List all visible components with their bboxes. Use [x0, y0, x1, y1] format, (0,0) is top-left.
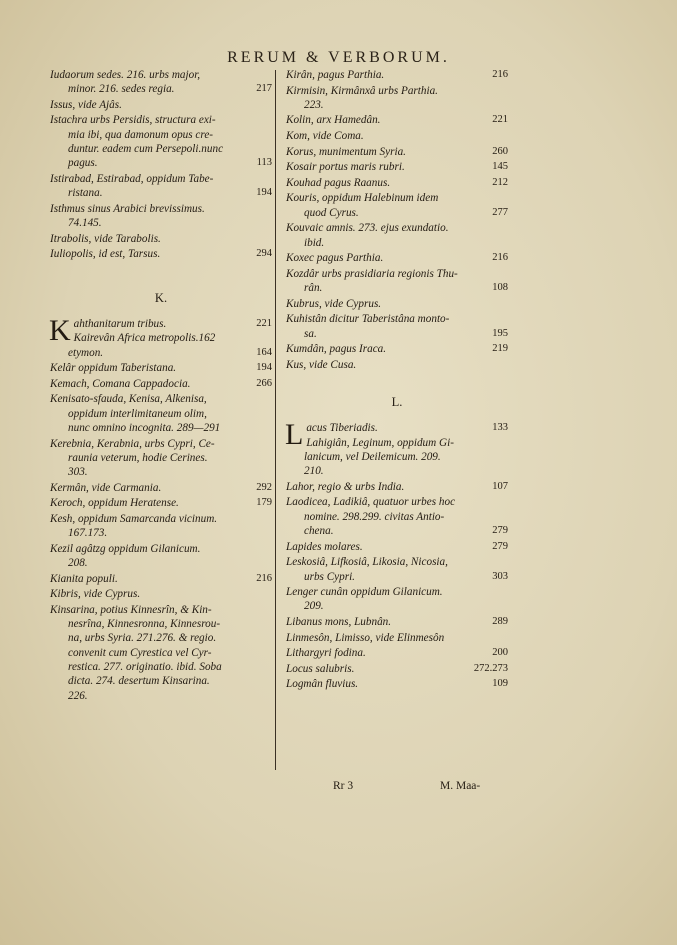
entry-text: raunia veterum, hodie Cerines. — [68, 451, 208, 464]
page-number: 164 — [256, 346, 272, 358]
entry-text: Kerebnia, Kerabnia, urbs Cypri, Ce- — [50, 437, 215, 450]
entry-text: Istachra urbs Persidis, structura exi- — [50, 114, 216, 127]
entry-text: Kuhistân dicitur Taberistâna monto- — [286, 313, 450, 326]
entry-line — [286, 68, 508, 82]
entry-text: Kirân, pagus Parthia. — [286, 69, 385, 81]
entry-line — [286, 599, 508, 613]
entry-line — [286, 129, 508, 143]
page-number: 216 — [256, 572, 272, 584]
entry-text: 223. — [304, 98, 324, 111]
index-entry — [50, 496, 272, 510]
entry-line — [50, 451, 272, 465]
entry-line — [286, 646, 508, 660]
page-number: 217 — [256, 83, 272, 95]
entry-line — [286, 358, 508, 372]
page-number: 279 — [492, 540, 508, 552]
entry-line — [286, 555, 508, 569]
index-entry — [286, 267, 508, 296]
entry-line — [50, 186, 272, 200]
entry-text: 210. — [304, 465, 324, 478]
entry-line — [286, 297, 508, 311]
index-entry — [285, 418, 508, 478]
letter-heading-k: K. — [154, 290, 168, 305]
entry-line — [50, 603, 272, 617]
index-entry — [286, 129, 508, 143]
entry-text: Lenger cunân oppidum Gilanicum. — [286, 586, 443, 599]
entry-text: Kezil agâtzg oppidum Gilanicum. — [50, 542, 201, 555]
entry-line — [50, 156, 272, 170]
index-entry — [50, 512, 272, 541]
entry-line — [286, 677, 508, 691]
entry-line — [50, 689, 272, 703]
page-number: 266 — [256, 377, 272, 389]
index-entry — [286, 176, 508, 190]
entry-line — [286, 84, 508, 98]
index-entry — [50, 202, 272, 231]
entry-text: rân. — [304, 282, 323, 295]
page-number: 277 — [492, 206, 508, 218]
entry-text: ibid. — [304, 236, 325, 249]
entry-text: nesrîna, Kinnesronna, Kinnesrou- — [68, 618, 221, 631]
entry-text: Kus, vide Cusa. — [286, 358, 357, 371]
page-number: 216 — [492, 252, 508, 264]
entry-line — [286, 495, 508, 509]
entry-line — [50, 142, 272, 156]
entry-text: restica. 277. originatio. ibid. Soba — [68, 661, 222, 674]
entry-line — [50, 68, 272, 82]
page-number: 279 — [492, 525, 508, 537]
page-number: 195 — [492, 327, 508, 339]
index-entry — [49, 313, 272, 360]
page-number: 133 — [492, 422, 508, 434]
entry-line — [50, 98, 272, 112]
entry-line — [286, 662, 508, 676]
page-number: 194 — [256, 187, 272, 199]
page-number: 260 — [492, 145, 508, 157]
page-number: 145 — [492, 161, 508, 173]
entry-text: nomine. 298.299. civitas Antio- — [304, 510, 445, 523]
index-entry — [286, 631, 508, 645]
entry-text: Libanus mons, Lubnân. — [286, 616, 392, 629]
page-number: 221 — [256, 317, 272, 329]
page-header: RERUM & VERBORUM. — [227, 49, 450, 66]
entry-line — [50, 361, 272, 375]
entry-text: convenit cum Cyrestica vel Cyr- — [68, 646, 212, 659]
index-entry — [286, 145, 508, 159]
entry-line — [50, 542, 272, 556]
entry-text: Kosair portus maris rubri. — [286, 161, 405, 174]
entry-line — [286, 176, 508, 190]
index-entry — [286, 221, 508, 250]
drop-cap: L — [285, 418, 304, 452]
page-number: 292 — [256, 481, 272, 493]
entry-text: Kermân, vide Carmania. — [50, 481, 162, 494]
index-entry — [50, 542, 272, 571]
entry-line — [50, 232, 272, 246]
index-entry — [50, 98, 272, 112]
index-entry — [286, 646, 508, 660]
entry-text: Kinsarina, potius Kinnesrîn, & Kin- — [50, 603, 212, 616]
entry-text: Kianita populi. — [50, 572, 118, 585]
entry-text: Laodicea, Ladikiâ, quatuor urbes hoc — [286, 496, 456, 509]
page-number: 194 — [256, 362, 272, 374]
entry-text: 209. — [304, 600, 324, 613]
entry-line — [286, 631, 508, 645]
entry-text: na, urbs Syria. 271.276. & regio. — [68, 632, 217, 645]
page-number: 294 — [256, 248, 272, 260]
entry-text: Kairevân Africa metropolis.162 — [73, 332, 216, 345]
entry-line — [286, 615, 508, 629]
entry-line — [286, 145, 508, 159]
entry-line — [286, 191, 508, 205]
index-entry — [50, 172, 272, 201]
page-number: 303 — [492, 570, 508, 582]
entry-text: Isthmus sinus Arabici brevissimus. — [50, 202, 205, 215]
entry-text: 167.173. — [68, 527, 108, 540]
entry-line — [286, 312, 508, 326]
entry-line — [286, 450, 508, 464]
entry-line — [50, 113, 272, 127]
entry-text: Istirabad, Estirabad, oppidum Tabe- — [50, 172, 214, 185]
section-gap — [50, 263, 272, 279]
page-number: 179 — [256, 497, 272, 509]
index-entry — [286, 585, 508, 614]
entry-text: etymon. — [68, 346, 104, 359]
page-number: 108 — [492, 282, 508, 294]
entry-line — [50, 331, 272, 345]
index-entry — [286, 358, 508, 372]
index-entry — [286, 312, 508, 341]
index-entry — [286, 615, 508, 629]
page-number: 212 — [492, 176, 508, 188]
right-column — [286, 68, 508, 693]
entry-text: Kubrus, vide Cyprus. — [286, 297, 382, 310]
entry-line — [286, 113, 508, 127]
entry-text: Kenisato-sfauda, Kenisa, Alkenisa, — [50, 393, 207, 406]
entry-line — [50, 496, 272, 510]
entry-text: Kom, vide Coma. — [286, 130, 364, 143]
entry-line — [50, 172, 272, 186]
index-entry — [286, 540, 508, 554]
entry-text: ristana. — [68, 187, 103, 200]
entry-text: Kirmisin, Kirmânxâ urbs Parthia. — [286, 84, 438, 97]
entry-text: Lahigiân, Leginum, oppidum Gi- — [306, 436, 454, 449]
entry-line — [50, 660, 272, 674]
entry-line — [50, 377, 272, 391]
entry-line — [50, 465, 272, 479]
column-divider — [275, 70, 276, 770]
entry-text: ahthanitarum tribus. — [73, 317, 167, 330]
entry-text: Itrabolis, vide Tarabolis. — [50, 232, 161, 245]
entry-line — [50, 587, 272, 601]
index-entry — [286, 662, 508, 676]
entry-text: Logmân fluvius. — [286, 678, 359, 691]
entry-text: urbs Cypri. — [304, 570, 355, 583]
index-entry — [50, 361, 272, 375]
entry-line — [286, 327, 508, 341]
entry-line — [50, 407, 272, 421]
entry-text: dicta. 274. desertum Kinsarina. — [68, 675, 210, 688]
entry-text: Korus, munimentum Syria. — [286, 145, 406, 158]
entry-line — [50, 526, 272, 540]
entry-line — [286, 236, 508, 250]
entry-line — [286, 510, 508, 524]
entry-line — [50, 481, 272, 495]
entry-text: Kouhad pagus Raanus. — [286, 176, 391, 189]
entry-text: 303. — [68, 466, 88, 479]
page-number: 200 — [492, 647, 508, 659]
page-number: 221 — [492, 114, 508, 126]
entry-text: 74.145. — [68, 217, 102, 230]
page-number: 219 — [492, 343, 508, 355]
index-entry — [286, 113, 508, 127]
entry-text: Koxec pagus Parthia. — [286, 252, 384, 265]
index-entry — [286, 677, 508, 691]
entry-text: Kemach, Comana Cappadocia. — [50, 377, 191, 390]
entry-text: mia ibi, qua damonum opus cre- — [68, 128, 214, 141]
entry-line — [50, 421, 272, 435]
entry-line — [50, 556, 272, 570]
entry-text: quod Cyrus. — [304, 206, 359, 219]
index-entry — [50, 481, 272, 495]
index-entry — [286, 68, 508, 82]
entry-line — [50, 216, 272, 230]
index-entry — [286, 160, 508, 174]
index-entry — [286, 297, 508, 311]
index-entry — [286, 251, 508, 265]
entry-line — [50, 674, 272, 688]
index-entry — [286, 480, 508, 494]
entry-line — [50, 247, 272, 261]
entry-line — [50, 512, 272, 526]
entry-text: Locus salubris. — [286, 662, 355, 675]
entry-text: Kouvaic amnis. 273. ejus exundatio. — [286, 222, 449, 235]
entry-line — [50, 392, 272, 406]
page-number: 272.273 — [473, 662, 508, 674]
entry-line — [50, 617, 272, 631]
page-number: 216 — [492, 69, 508, 80]
entry-text: Kelâr oppidum Taberistana. — [50, 362, 177, 375]
entry-line — [286, 480, 508, 494]
entry-line — [286, 98, 508, 112]
index-entry — [50, 68, 272, 97]
index-entry — [286, 191, 508, 220]
index-entry — [50, 113, 272, 170]
entry-text: Issus, vide Ajâs. — [50, 98, 122, 111]
entry-text: 226. — [68, 689, 88, 702]
entry-text: Kozdâr urbs prasidiaria regionis Thu- — [286, 267, 458, 280]
entry-line — [50, 317, 272, 331]
entry-line — [50, 437, 272, 451]
entry-line — [286, 570, 508, 584]
page-number: 107 — [492, 480, 508, 492]
entry-line — [286, 436, 508, 450]
index-entry — [50, 377, 272, 391]
entry-text: Kolin, arx Hamedân. — [286, 114, 381, 127]
entry-line — [50, 646, 272, 660]
left-column — [50, 68, 272, 704]
entry-text: acus Tiberiadis. — [306, 422, 378, 435]
entry-text: Iuliopolis, id est, Tarsus. — [50, 248, 161, 261]
entry-text: Keroch, oppidum Heratense. — [50, 497, 179, 510]
entry-text: Kouris, oppidum Halebinum idem — [286, 192, 439, 205]
drop-cap: K — [49, 313, 71, 347]
entry-text: sa. — [304, 327, 317, 340]
entry-line — [286, 267, 508, 281]
entry-line — [286, 585, 508, 599]
index-entry — [286, 555, 508, 584]
entry-line — [50, 631, 272, 645]
entry-text: Iudaorum sedes. 216. urbs major, — [50, 69, 201, 81]
page-number: 113 — [256, 157, 272, 169]
entry-line — [286, 464, 508, 478]
index-entry — [50, 247, 272, 261]
index-entry — [50, 232, 272, 246]
entry-line — [286, 540, 508, 554]
entry-line — [286, 251, 508, 265]
entry-line — [286, 221, 508, 235]
index-entry — [50, 587, 272, 601]
entry-text: 208. — [68, 557, 88, 570]
entry-text: oppidum interlimitaneum olim, — [68, 407, 207, 420]
index-entry — [50, 572, 272, 586]
entry-text: lanicum, vel Deilemicum. 209. — [304, 450, 441, 463]
entry-text: pagus. — [68, 157, 98, 170]
entry-text: Lahor, regio & urbs India. — [286, 480, 405, 493]
entry-text: Lithargyri fodina. — [286, 647, 366, 660]
entry-line — [286, 160, 508, 174]
entry-text: nunc omnino incognita. 289—291 — [68, 421, 221, 434]
entry-text: Lapides molares. — [286, 540, 363, 553]
index-entry — [286, 342, 508, 356]
entry-text: minor. 216. sedes regia. — [68, 83, 175, 96]
entry-line — [50, 128, 272, 142]
entry-text: Linmesôn, Limisso, vide Elinmesôn — [286, 631, 445, 644]
section-gap — [286, 373, 508, 383]
catchword: M. Maa- — [440, 780, 481, 792]
entry-text: duntur. eadem cum Persepoli.nunc — [68, 143, 224, 156]
entry-line — [50, 572, 272, 586]
signature-mark: Rr 3 — [333, 780, 354, 792]
entry-line — [286, 524, 508, 538]
page-number: 289 — [492, 616, 508, 628]
entry-line — [50, 346, 272, 360]
entry-line — [50, 202, 272, 216]
letter-heading-l: L. — [391, 395, 403, 410]
index-entry — [50, 392, 272, 435]
entry-line — [286, 421, 508, 435]
page-number: 109 — [492, 678, 508, 690]
index-entry — [286, 495, 508, 538]
entry-text: Kesh, oppidum Samarcanda vicinum. — [50, 512, 218, 525]
index-entry — [50, 603, 272, 703]
entry-text: Kumdân, pagus Iraca. — [286, 343, 387, 356]
entry-line — [50, 82, 272, 96]
entry-line — [286, 342, 508, 356]
entry-text: Kibris, vide Cyprus. — [50, 588, 141, 601]
entry-text: chena. — [304, 525, 334, 538]
index-entry — [286, 84, 508, 113]
index-entry — [50, 437, 272, 480]
entry-line — [286, 281, 508, 295]
entry-line — [286, 206, 508, 220]
entry-text: Leskosiâ, Lifkosiâ, Likosia, Nicosia, — [286, 556, 448, 569]
